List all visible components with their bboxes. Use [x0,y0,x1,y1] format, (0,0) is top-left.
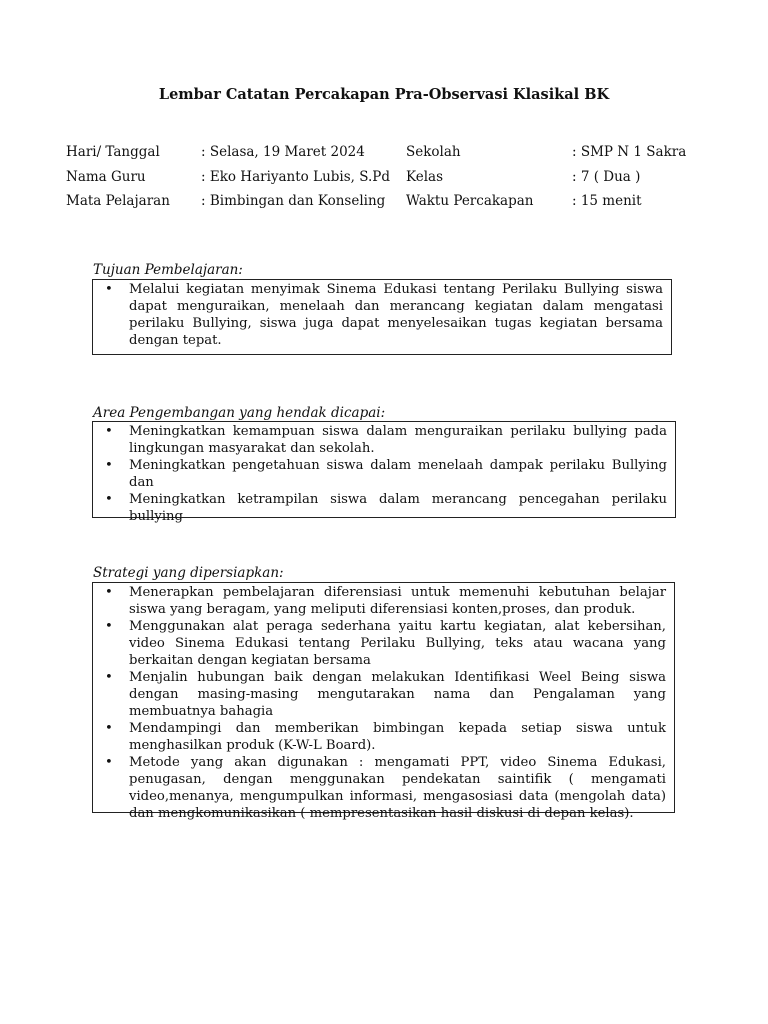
tujuan-label: Tujuan Pembelajaran: [93,262,243,278]
mapel-label: Mata Pelajaran [66,193,170,209]
area-item: • Meningkatkan ketrampilan siswa dalam merancang pencegahan perilaku bullying [105,491,667,525]
strategi-item: • Menggunakan alat peraga sederhana yaitu kartu kegiatan, alat kebersihan, video Sinema Edukasi tentang Perilaku Bullying, teks atau wacana yang berkaitan dengan kegiatan bersama [105,618,666,669]
kelas-label: Kelas [406,169,444,185]
strategi-item: • Menerapkan pembelajaran diferensiasi untuk memenuhi kebutuhan belajar siswa yang beragam, yang meliputi diferensiasi konten,proses, dan produk. [105,584,666,618]
strategi-item: • Mendampingi dan memberikan bimbingan kepada setiap siswa untuk menghasilkan produk (K-W-L Board). [105,720,666,754]
area-item: • Meningkatkan kemampuan siswa dalam menguraikan perilaku bullying pada lingkungan masyarakat dan sekolah. [105,423,667,457]
area-box [92,421,676,524]
strategi-label: Strategi yang dipersiapkan: [93,565,284,581]
strategi-item: • Menjalin hubungan baik dengan melakukan Identifikasi Weel Being siswa dengan masing-masing mengutarakan nama dan Pengalaman yang membuatnya bahagia [105,669,666,720]
tujuan-list [105,281,663,349]
area-list [105,423,667,525]
waktu-label: Waktu Percakapan [406,193,534,209]
guru-value: : Eko Hariyanto Lubis, S.Pd [201,169,391,185]
hari-label: Hari/ Tanggal [66,144,160,160]
strategi-item: • Metode yang akan digunakan : mengamati PPT, video Sinema Edukasi, penugasan, dengan menggunakan pendekatan saintifik ( mengamati video,menanya, mengumpulkan informasi, mengasosiasi data (mengolah data) dan mengkomunikasikan ( mempresentasikan hasil diskusi di depan kelas). [105,754,666,822]
sekolah-label: Sekolah [406,144,461,160]
mapel-value: : Bimbingan dan Konseling [201,193,386,209]
hari-value: : Selasa, 19 Maret 2024 [201,144,365,160]
tujuan-box [92,279,672,355]
kelas-value: : 7 ( Dua ) [572,169,641,185]
strategi-list [105,584,666,822]
area-item: • Meningkatkan pengetahuan siswa dalam menelaah dampak perilaku Bullying dan [105,457,667,491]
sekolah-value: : SMP N 1 Sakra [572,144,687,160]
guru-label: Nama Guru [66,169,146,185]
strategi-box [92,582,675,821]
tujuan-item: • Melalui kegiatan menyimak Sinema Edukasi tentang Perilaku Bullying siswa dapat menguraikan, menelaah dan merancang kegiatan dalam mengatasi perilaku Bullying, siswa juga dapat menyelesaikan tugas kegiatan bersama dengan tepat. [105,281,663,349]
document-title: Lembar Catatan Percakapan Pra-Observasi Klasikal BK [158,86,610,103]
area-label: Area Pengembangan yang hendak dicapai: [93,405,386,421]
waktu-value: : 15 menit [572,193,642,209]
